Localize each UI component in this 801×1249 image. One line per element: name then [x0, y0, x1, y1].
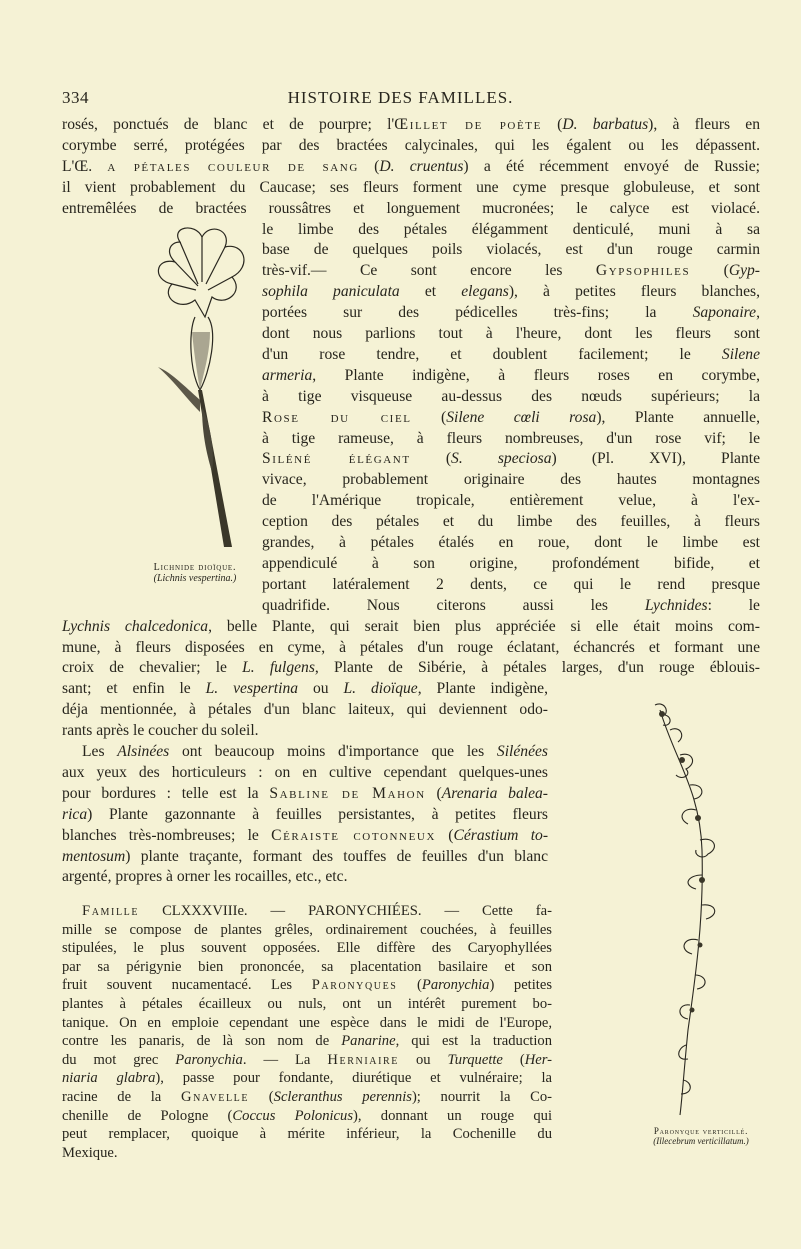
text-run: (: [425, 784, 442, 802]
text-line: [262, 491, 760, 511]
text-run: , qui est la traduction: [395, 1033, 552, 1050]
text-line: [262, 429, 760, 449]
text-line: [62, 617, 760, 637]
figure-caption-lychnis: [100, 562, 290, 584]
text-run: ou: [398, 1051, 448, 1068]
italic-term: Silene: [721, 345, 760, 363]
text-line: [62, 679, 548, 699]
text-run: très-vif.— Ce sont encore les: [262, 262, 596, 280]
text-line: [262, 449, 760, 469]
text-line: [62, 157, 760, 177]
text-run: entremêlées de bractées roussâtres et longuement mucronées; le calyce est violacé.: [62, 199, 760, 217]
italic-term: niaria glabra: [62, 1070, 156, 1087]
text-run: ), passe pour fondante, diurétique et vulnéraire; la: [155, 1070, 552, 1087]
text-run: , belle Plante, qui serait bien plus appréciée si elle était moins com-: [208, 617, 760, 635]
small-caps-term: Paronyques: [311, 977, 398, 994]
text-line: [62, 721, 548, 741]
text-run: sant; et enfin le: [62, 680, 206, 698]
italic-term: Lychnides: [644, 596, 708, 614]
italic-term: L. vespertina: [205, 680, 299, 698]
text-run: par sa périgynie bien prononcée, sa placentation basilaire et son: [62, 958, 552, 975]
text-run: pour bordures : telle est la: [62, 784, 270, 802]
text-line: [262, 554, 760, 574]
italic-term: sophila paniculata: [262, 283, 400, 301]
text-line: [62, 1032, 552, 1052]
text-run: L'Œ.: [62, 157, 108, 175]
italic-term: L. dioïque: [343, 680, 418, 698]
text-line: [62, 784, 548, 804]
text-run: ), à petites fleurs blanches,: [508, 283, 760, 301]
italic-term: Scleranthus perennis: [273, 1089, 412, 1105]
text-run: corymbe serré, protégées par des bractées calycinales, qui les égalent ou les dépassent.: [62, 136, 760, 154]
italic-term: Lychnis chalcedonica: [62, 617, 209, 635]
text-run: racine de la: [62, 1089, 181, 1105]
text-run: (: [411, 408, 447, 426]
text-line: [62, 995, 552, 1015]
text-run: quadrifide. Nous citerons aussi les: [262, 596, 645, 614]
italic-term: D. barbatus: [562, 116, 649, 133]
text-run: peut remplacer, quoique à mérite inférieur, la Cochenille du: [62, 1126, 552, 1143]
text-line: [262, 345, 760, 365]
caption-common-name: Paronyque verticillé.: [653, 1126, 749, 1136]
italic-term: L. fulgens: [242, 659, 315, 677]
small-caps-term: Siléné élégant: [262, 450, 411, 468]
text-run: rants après le coucher du soleil.: [62, 722, 259, 740]
text-run: stipulées, le plus souvent opposées. Elle diffère des Caryophyllées: [62, 940, 552, 957]
text-run: Mexique.: [62, 1144, 118, 1161]
text-run: chenille de Pologne (: [62, 1107, 233, 1124]
text-line: [62, 976, 552, 996]
text-line: [62, 178, 760, 198]
text-line: [62, 805, 548, 825]
text-run: ) a été récemment envoyé de Russie;: [463, 157, 760, 175]
text-run: portées sur des pédicelles très-fins; la: [262, 304, 693, 322]
text-line: [262, 512, 760, 532]
text-run: mille se compose de plantes grêles, ordinairement couchées, à feuilles: [62, 921, 552, 938]
running-title: HISTOIRE DES FAMILLES.: [287, 88, 514, 107]
text-line: [62, 1144, 552, 1164]
text-run: d'un rose tendre, et doublent facilement; le: [262, 345, 722, 363]
text-run: grandes, à pétales étalés en roue, dont le limbe est: [262, 534, 760, 551]
text-run: ) petites: [489, 977, 552, 994]
text-run: aux yeux des horticuleurs : on en cultive cependant quelques-unes: [62, 763, 548, 781]
text-line: [262, 282, 760, 302]
text-run: ) plante traçante, formant des touffes de feuilles d'un blanc: [125, 847, 548, 865]
text-line: [62, 658, 760, 678]
text-line: [62, 921, 552, 941]
italic-term: Panarine: [341, 1033, 396, 1050]
text-line: [62, 1125, 552, 1145]
text-line: [82, 902, 552, 922]
small-caps-term: a pétales couleur de sang: [107, 157, 359, 175]
text-run: ), donnant un rouge qui: [353, 1107, 553, 1124]
text-run: (: [249, 1089, 274, 1105]
text-run: ont beaucoup moins d'importance que les: [169, 743, 497, 760]
text-line: [62, 867, 548, 887]
italic-term: elegans: [461, 283, 509, 301]
text-run: ception des pétales et du limbe des feuilles, à fleurs: [262, 513, 760, 531]
text-line: [262, 470, 760, 490]
caption-common-name: Lichnide dioïque.: [153, 562, 237, 573]
italic-term: mentosum: [62, 847, 126, 865]
text-line: [262, 533, 760, 553]
text-line: [262, 387, 760, 407]
text-line: [62, 763, 548, 783]
italic-term: Paronychia: [175, 1051, 243, 1068]
text-line: [262, 596, 760, 616]
figure-caption-illecebrum: [626, 1126, 776, 1146]
small-caps-term: Sabline de Mahon: [269, 784, 426, 802]
text-run: . — La: [242, 1051, 328, 1068]
text-line: [62, 958, 552, 978]
text-line: [62, 136, 760, 156]
text-run: Les: [82, 743, 118, 760]
text-run: dont nous parlions tout à l'heure, dont les fleurs sont: [262, 325, 760, 342]
text-line: [62, 638, 760, 658]
italic-term: S. speciosa: [451, 450, 552, 468]
text-run: ), Plante annuelle,: [596, 408, 760, 426]
text-run: CLXXXVIIIe. — PARONYCHIÉES. — Cette fa-: [139, 903, 552, 919]
text-run: ), à fleurs en: [648, 116, 761, 133]
text-line: [262, 408, 760, 428]
text-run: base de quelques poils violacés, est d'un rouge carmin: [262, 241, 760, 259]
text-run: portant latéralement 2 dents, ce qui le rend presque: [262, 575, 760, 593]
text-run: : le: [707, 596, 760, 614]
text-line: [62, 1014, 552, 1034]
italic-term: D. cruentus: [379, 157, 464, 175]
text-line: [262, 575, 760, 595]
text-line: [262, 220, 760, 240]
text-run: rosés, ponctués de blanc et de pourpre; l': [62, 116, 395, 133]
text-run: et: [399, 283, 462, 301]
text-line: [62, 1107, 552, 1127]
text-run: ) Plante gazonnante à feuilles persistantes, à petites fleurs: [87, 805, 548, 823]
italic-term: Gyp-: [728, 262, 760, 280]
text-run: (: [541, 116, 563, 133]
text-run: déja mentionnée, à pétales d'un blanc laiteux, qui deviennent odo-: [62, 701, 548, 719]
text-run: (: [502, 1051, 525, 1068]
text-line: [62, 199, 760, 219]
italic-term: Cérastium to-: [453, 826, 549, 844]
text-line: [82, 742, 548, 762]
caption-latin-name: (Illecebrum verticillatum.): [653, 1136, 749, 1146]
text-run: ) (Pl. XVI), Plante: [551, 450, 761, 468]
text-line: [262, 261, 760, 281]
text-run: tanique. On en emploie cependant une espèce dans le midi de l'Europe,: [62, 1014, 552, 1031]
text-run: (: [358, 157, 380, 175]
small-caps-term: Famille: [82, 903, 140, 919]
text-line: [62, 847, 548, 867]
text-run: blanches très-nombreuses; le: [62, 826, 272, 844]
text-line: [62, 1069, 552, 1089]
illecebrum-illustration: [640, 700, 745, 1120]
italic-term: Silénées: [496, 743, 548, 760]
text-run: croix de chevalier; le: [62, 659, 243, 677]
text-run: le limbe des pétales élégamment denticulé, muni à sa: [262, 220, 760, 238]
text-line: [62, 1088, 552, 1108]
text-run: ); nourrit la Co-: [411, 1089, 552, 1105]
page-number: 334: [62, 88, 89, 107]
text-run: appendiculé à son origine, profondément bifide, et: [262, 554, 760, 572]
text-run: , Plante indigène,: [417, 680, 548, 698]
text-run: mune, à fleurs disposées en cyme, à pétales d'un rouge éclatant, échancrés et formant une: [62, 638, 760, 656]
text-run: il vient probablement du Caucase; ses fleurs forment une cyme presque globuleuse, et sont: [62, 178, 760, 196]
text-run: (: [436, 826, 454, 844]
small-caps-term: Gnavelle: [180, 1089, 250, 1105]
text-run: (: [410, 450, 452, 468]
text-run: ,: [756, 304, 760, 322]
italic-term: rica: [62, 805, 88, 823]
italic-term: Paronychia: [421, 977, 490, 994]
text-line: [262, 303, 760, 323]
text-run: (: [690, 262, 729, 280]
small-caps-term: Céraiste cotonneux: [271, 826, 437, 844]
text-run: du mot grec: [62, 1051, 176, 1068]
small-caps-term: Œillet de poète: [394, 116, 542, 133]
italic-term: Coccus Polonicus: [232, 1107, 354, 1124]
small-caps-term: Herniaire: [327, 1051, 399, 1068]
text-run: , Plante de Sibérie, à pétales larges, d'un rouge éblouis-: [314, 659, 761, 677]
small-caps-term: Gypsophiles: [595, 262, 691, 280]
text-line: [62, 826, 548, 846]
text-run: (: [397, 977, 422, 994]
italic-term: Saponaire: [692, 304, 757, 322]
text-run: argenté, propres à orner les rocailles, etc., etc.: [62, 868, 348, 886]
italic-term: armeria: [262, 366, 313, 384]
text-run: , Plante indigène, à fleurs roses en corymbe,: [312, 366, 760, 384]
text-line: [62, 1051, 552, 1071]
text-run: ou: [298, 680, 344, 698]
italic-term: Turquette: [447, 1051, 503, 1068]
small-caps-term: Rose du ciel: [262, 408, 412, 426]
caption-latin-name: (Lichnis vespertina.): [153, 573, 237, 584]
text-line: [62, 115, 760, 135]
text-run: à tige rameuse, à fleurs nombreuses, d'un rose vif; le: [262, 429, 760, 447]
text-run: de l'Amérique tropicale, entièrement velue, à l'ex-: [262, 492, 760, 510]
text-run: contre les panaris, de là son nom de: [62, 1033, 342, 1050]
italic-term: Her-: [524, 1051, 552, 1068]
text-line: [262, 366, 760, 386]
text-line: [62, 700, 548, 720]
text-run: plantes à pétales écailleux ou nuls, ont un intérêt purement bo-: [62, 996, 552, 1012]
italic-term: Arenaria balea-: [441, 784, 548, 802]
italic-term: Silene cœli rosa: [446, 408, 597, 426]
italic-term: Alsinées: [117, 743, 170, 760]
text-line: [62, 939, 552, 959]
text-run: vivace, probablement originaire des hautes montagnes: [262, 471, 760, 489]
text-line: [262, 240, 760, 260]
text-line: [262, 324, 760, 344]
text-run: à tige visqueuse au-dessus des nœuds supérieurs; la: [262, 387, 760, 405]
lychnis-illustration: [140, 222, 265, 552]
text-run: fruit souvent nucamentacé. Les: [62, 977, 312, 994]
